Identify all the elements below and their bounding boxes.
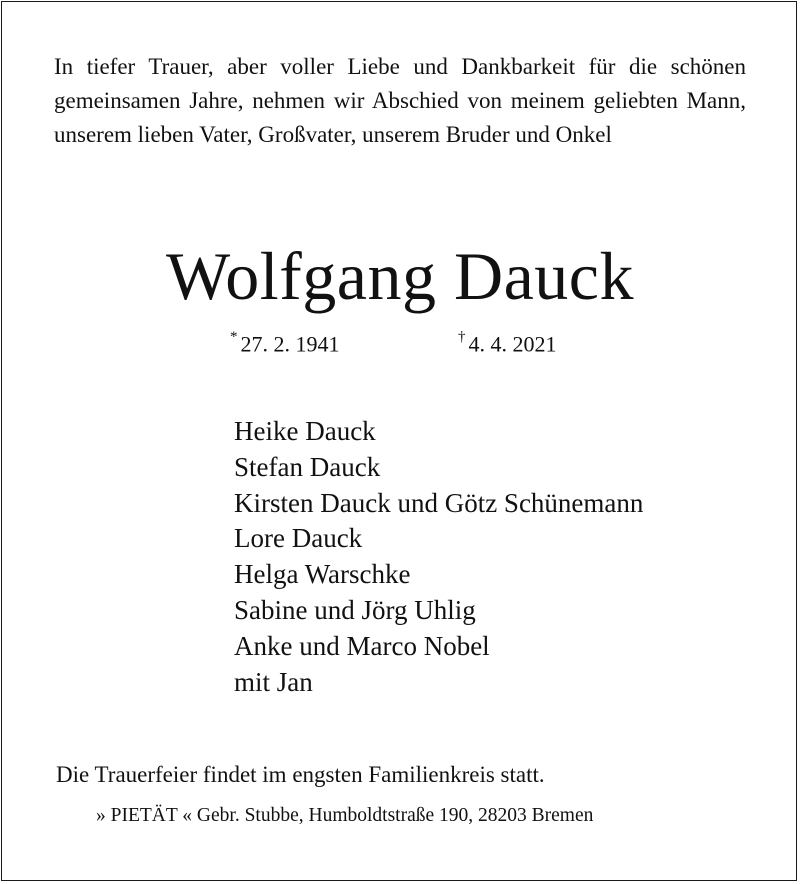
mourner-item: Heike Dauck	[234, 416, 376, 446]
deceased-name: Wolfgang Dauck	[166, 238, 634, 314]
death-cross-icon: †	[458, 329, 466, 345]
mourners-list	[234, 414, 643, 700]
birth-asterisk-icon: *	[230, 329, 238, 345]
death-date: 4. 4. 2021	[468, 331, 557, 357]
intro-text: In tiefer Trauer, aber voller Liebe und Dankbarkeit für die schönen gemeinsamen Jahre, nehmen wir Abschied von meinem geliebten Mann, unserem lieben Vater, Großvater, unserem Bruder und Onkel	[54, 54, 746, 147]
mourner-item: Stefan Dauck	[234, 451, 381, 482]
birth-date-line	[230, 322, 340, 361]
mourner-item: Helga Warschke	[234, 559, 411, 590]
death-date-line	[458, 322, 557, 361]
mourner-item: Lore Dauck	[234, 523, 363, 554]
mourner-item: mit Jan	[234, 666, 313, 697]
birth-date: 27. 2. 1941	[240, 331, 340, 357]
undertaker-info: » PIETÄT « Gebr. Stubbe, Humboldtstraße 190, 28203 Bremen	[96, 805, 594, 826]
mourner-item: Anke und Marco Nobel	[234, 630, 490, 661]
mourner-item: Sabine und Jörg Uhlig	[234, 594, 476, 625]
ceremony-note: Die Trauerfeier findet im engsten Familienkreis statt.	[56, 762, 545, 787]
mourner-item: Kirsten Dauck und Götz Schünemann	[234, 487, 644, 518]
